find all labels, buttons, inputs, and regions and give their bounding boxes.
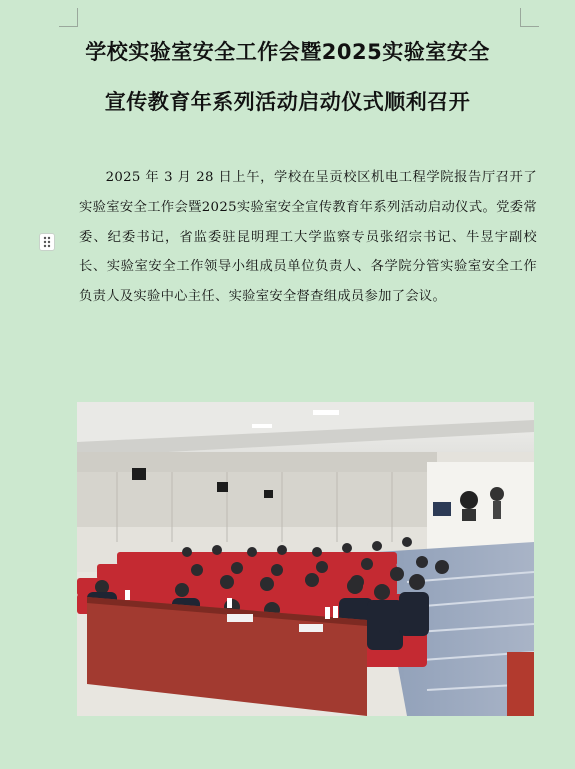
meeting-photo [77,402,534,716]
margin-corner-mark-top-left [59,8,78,27]
body-paragraph[interactable]: 2025 年 3 月 28 日上午，学校在呈贡校区机电工程学院报告厅召开了实验室安全工作会暨2025实验室安全宣传教育年系列活动启动仪式。党委常委、纪委书记，省监委驻昆明理工大学监察专员张绍宗书记、牛昱宇副校长、实验室安全工作领导小组成员单位负责人、各学院分管实验室安全工作负责人及实验中心主任、实验室安全督查组成员参加了会议。 [79,170,537,305]
document-title-line-2: 宣传教育年系列活动启动仪式顺利召开 [104,90,471,114]
document-title-line-1: 学校实验室安全工作会暨2025实验室安全 [85,40,490,64]
drag-handle-icon[interactable] [39,233,55,251]
margin-corner-mark-top-right [520,8,539,27]
meeting-hall-illustration [77,402,534,716]
drag-handle-dots [43,236,51,248]
